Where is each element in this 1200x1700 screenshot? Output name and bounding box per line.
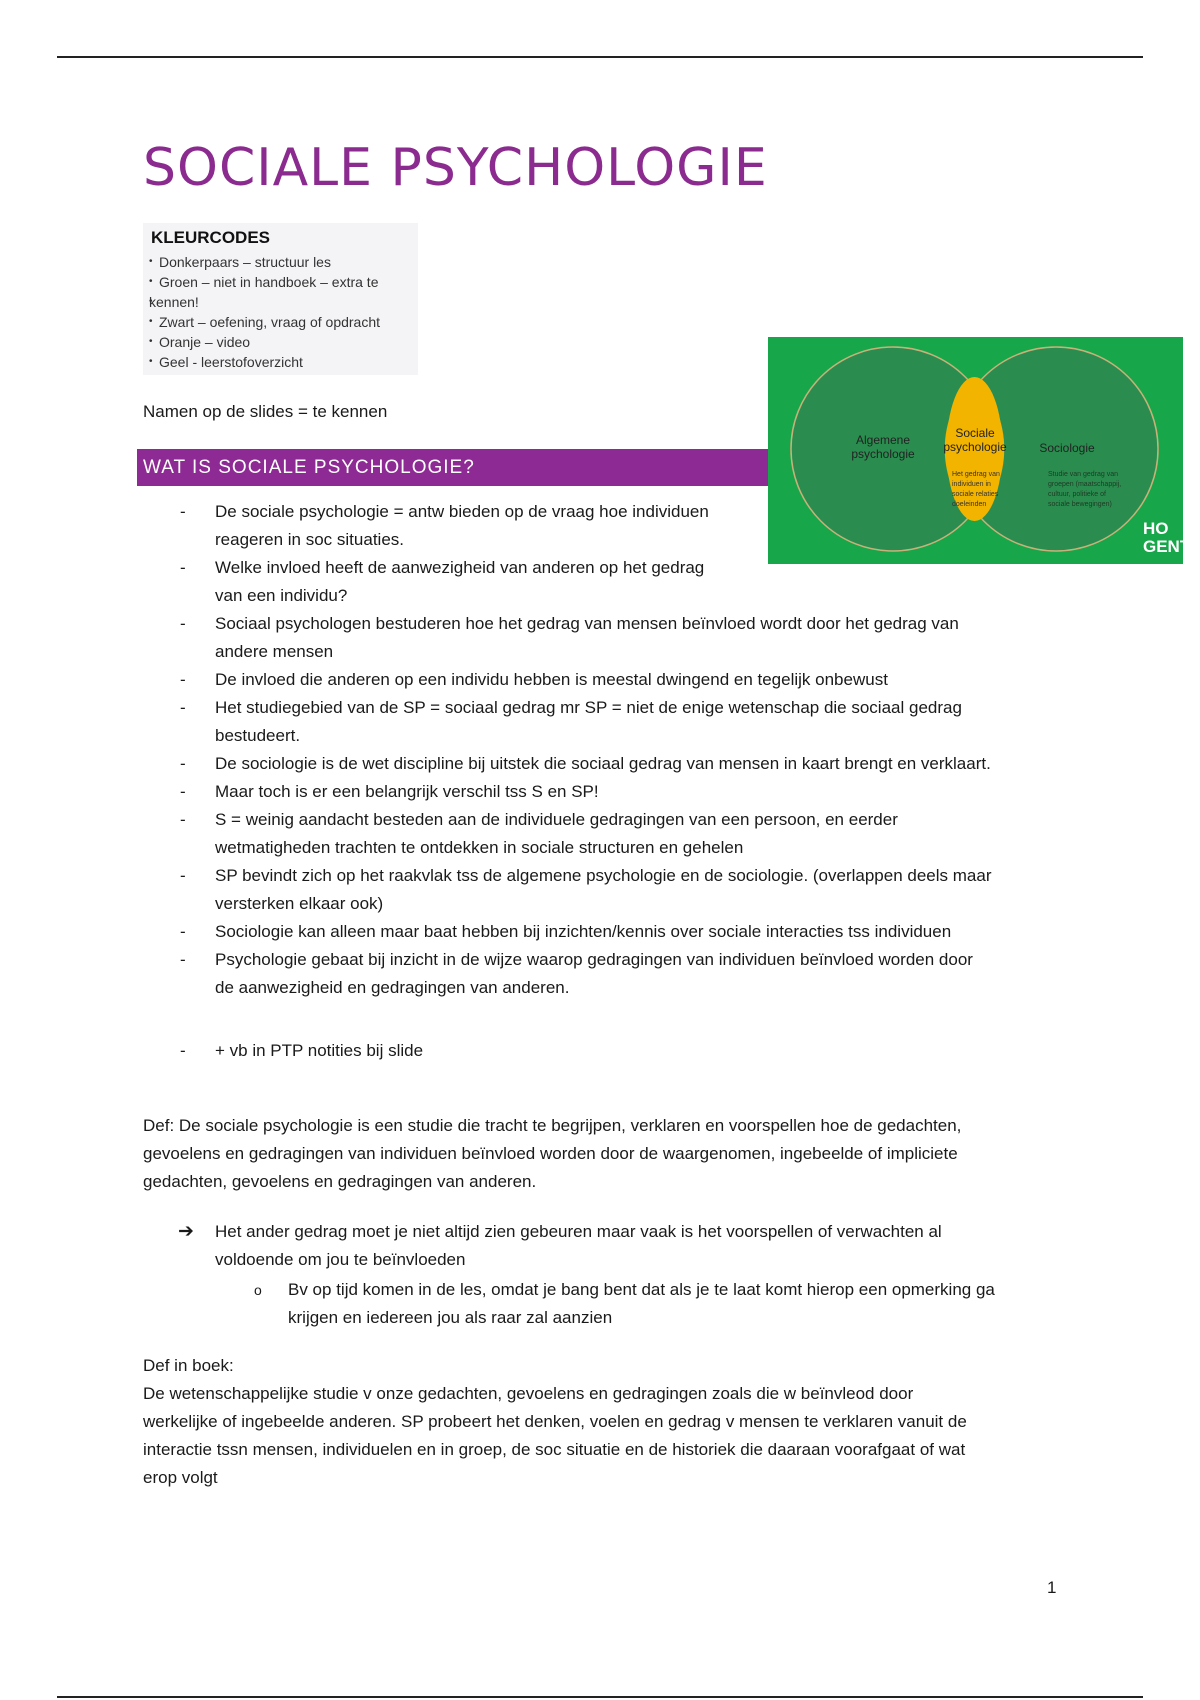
bullet-dash: -: [180, 558, 186, 577]
list-item-text: andere mensen: [215, 642, 334, 661]
list-item-text: + vb in PTP notities bij slide: [215, 1041, 424, 1060]
bullet-dash: -: [180, 670, 186, 689]
list-item-text: Het studiegebied van de SP = sociaal gedrag mr SP = niet de enige wetenschap die sociaal gedrag: [215, 698, 962, 717]
list-item-text: De sociale psychologie = antw bieden op de vraag hoe individuen: [215, 502, 709, 521]
definition-line: gedachten, gevoelens en gedragingen van anderen.: [143, 1172, 537, 1191]
right-label: Sociologie: [1039, 441, 1095, 455]
bottom-rule: [57, 1696, 1143, 1698]
sub-point-text: Bv op tijd komen in de les, omdat je bang bent dat als je te laat komt hierop een opmerking ga: [288, 1280, 995, 1299]
legend-heading: KLEURCODES: [151, 228, 271, 247]
list-item-text: De sociologie is de wet discipline bij uitstek die sociaal gedrag van mensen in kaart brengt en verklaart.: [215, 754, 991, 773]
list-item-text: Psychologie gebaat bij inzicht in de wijze waarop gedragingen van individuen beïnvloed worden door: [215, 950, 973, 969]
list-item-text: SP bevindt zich op het raakvlak tss de algemene psychologie en de sociologie. (overlappen deels maar: [215, 866, 992, 885]
right-small-1: Studie van gedrag van: [1048, 471, 1119, 478]
legend-item: • Groen – niet in handboek – extra te: [149, 272, 418, 292]
list-item-text: de aanwezigheid en gedragingen van anderen.: [215, 978, 570, 997]
sub-point-text: krijgen en iedereen jou als raar zal aanzien: [288, 1308, 613, 1327]
right-small-4: sociale bewegingen): [1048, 501, 1112, 508]
mid-small-4: doeleinden: [952, 501, 987, 508]
legend-item: • Geel - leerstofoverzicht: [149, 352, 418, 372]
bullet-dash: -: [180, 502, 186, 521]
mid-small-1: Het gedrag van: [952, 471, 1000, 478]
legend-item: • Oranje – video: [149, 332, 418, 352]
list-item-text: versterken elkaar ook): [215, 894, 384, 913]
bullet-dash: -: [180, 922, 186, 941]
bullet-dash: -: [180, 950, 186, 969]
book-def-line: erop volgt: [143, 1468, 218, 1487]
right-small-3: cultuur, politieke of: [1048, 491, 1106, 498]
list-item-text: De invloed die anderen op een individu hebben is meestal dwingend en tegelijk onbewust: [215, 670, 888, 689]
left-label-line2: psychologie: [851, 447, 915, 461]
list-item-text: wetmatigheden trachten te ontdekken in sociale structuren en gehelen: [215, 838, 744, 857]
bullet-dash: -: [180, 614, 186, 633]
list-item-text: Sociologie kan alleen maar baat hebben bij inzichten/kennis over sociale interacties tss individuen: [215, 922, 952, 941]
arrow-point-text: voldoende om jou te beïnvloeden: [215, 1250, 466, 1269]
list-item-text: S = weinig aandacht besteden aan de individuele gedragingen van een persoon, en eerder: [215, 810, 898, 829]
top-rule: [57, 56, 1143, 58]
mid-label-line2: psychologie: [943, 440, 1007, 454]
venn-diagram: [768, 337, 1191, 564]
bullet-dash: -: [180, 810, 186, 829]
list-item-text: bestudeert.: [215, 726, 301, 745]
bullet-dash: -: [180, 698, 186, 717]
legend-item: • Donkerpaars – structuur les: [149, 252, 418, 272]
section-heading: WAT IS SOCIALE PSYCHOLOGIE?: [137, 449, 769, 486]
page-number: 1: [1047, 1578, 1057, 1597]
list-item-text: Maar toch is er een belangrijk verschil tss S en SP!: [215, 782, 599, 801]
color-code-legend: [143, 223, 418, 375]
logo-line2: GENT: [1143, 537, 1191, 556]
definition-line: Def: De sociale psychologie is een studie die tracht te begrijpen, verklaren en voorspellen hoe de gedachten,: [143, 1116, 962, 1135]
legend-list: [149, 252, 418, 372]
circle-bullet-icon: o: [254, 1282, 262, 1298]
book-def-line: interactie tssn mensen, individuelen en in groep, de soc situatie en de historiek die daaraan voorafgaat of wat: [143, 1440, 966, 1459]
legend-item: • Zwart – oefening, vraag of opdracht: [149, 312, 418, 332]
bullet-dash: -: [180, 782, 186, 801]
arrow-point-text: Het ander gedrag moet je niet altijd zien gebeuren maar vaak is het voorspellen of verwachten al: [215, 1222, 942, 1241]
bullet-dash: -: [180, 866, 186, 885]
left-label-line1: Algemene: [855, 433, 911, 447]
logo-line1: HO: [1143, 519, 1169, 538]
bullet-dash: -: [180, 754, 186, 773]
definition-line: gevoelens en gedragingen van individuen beïnvloed worden door de waargenomen, ingebeelde of impliciete: [143, 1144, 958, 1163]
legend-item-continued: • kennen!: [149, 292, 418, 312]
list-item-text: reageren in soc situaties.: [215, 530, 404, 549]
mid-small-3: sociale relaties: [952, 491, 999, 498]
list-item-text: Sociaal psychologen bestuderen hoe het gedrag van mensen beïnvloed wordt door het gedrag van: [215, 614, 959, 633]
bullet-dash: -: [180, 1041, 186, 1060]
mid-label-line1: Sociale: [955, 426, 995, 440]
book-def-line: De wetenschappelijke studie v onze gedachten, gevoelens en gedragingen zoals die w beïnvleod door: [143, 1384, 914, 1403]
right-small-2: groepen (maatschappij,: [1048, 481, 1122, 488]
book-def-heading: Def in boek:: [143, 1356, 234, 1375]
page-title: SOCIALE PSYCHOLOGIE: [143, 138, 768, 198]
mid-small-2: individuen in: [952, 481, 991, 488]
list-item-text: van een individu?: [215, 586, 348, 605]
venn-svg: [768, 337, 1191, 564]
book-def-line: werkelijke of ingebeelde anderen. SP probeert het denken, voelen en gedrag v mensen te verklaren vanuit de: [143, 1412, 967, 1431]
arrow-right-icon: ➔: [178, 1221, 194, 1242]
slides-note: Namen op de slides = te kennen: [143, 402, 388, 421]
list-item-text: Welke invloed heeft de aanwezigheid van anderen op het gedrag: [215, 558, 705, 577]
